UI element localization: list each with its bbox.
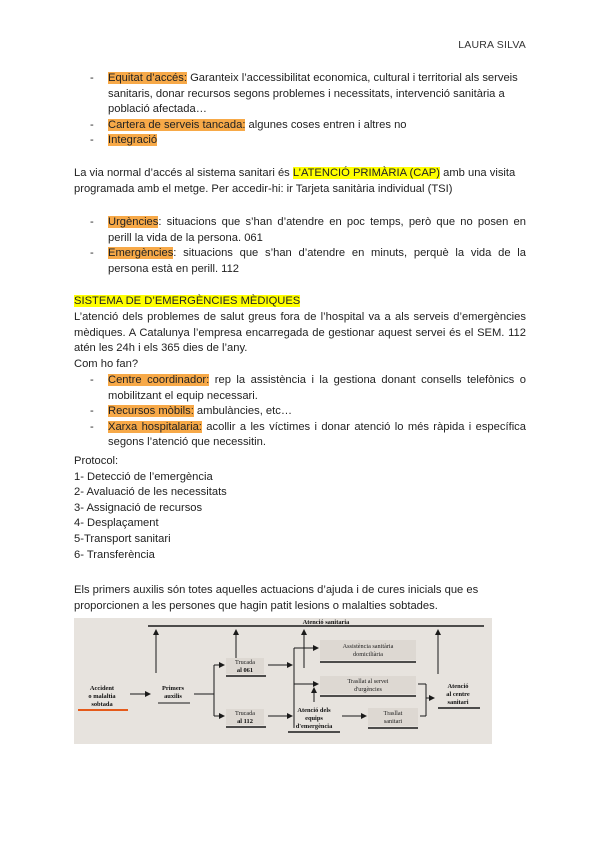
list-item: - Emergències: situacions que s’han d’atendre en minuts, perquè la vida de la persona està en perill. 112 [90,247,526,275]
first-aid-line: auxilis [164,693,182,700]
list-item: - Integració [90,134,158,147]
protocol-title: Protocol: [74,455,119,467]
access-text-after: amb una visita programada amb el metge. Per accedir-hi: ir Tarjeta sanitària individual (TSI) [74,167,516,195]
home-care-line: Assistència sanitària [342,643,394,650]
access-paragraph [74,166,526,197]
list-term: Recursos mòbils: [108,405,194,418]
hospital-care-line: al centre [446,691,470,698]
er-transfer-line: Trasllat al servei [347,678,389,685]
er-transfer-line: d'urgències [354,686,382,693]
list-text: acollir a les víctimes i donar atenció lo més ràpida i específica segons l’atenció que necessitin. [108,420,526,449]
section-heading: SISTEMA DE D’EMERGÈNCIES MÈDIQUES [74,295,301,307]
accident-line: Accident [89,685,115,692]
home-care-line: domiciliària [353,651,383,658]
protocol-step: 1- Detecció de l’emergència [74,470,213,483]
diagram-background [74,618,492,744]
top-label: Atenció sanitaria [302,619,350,626]
list-term: Xarxa hospitalaria: [108,420,202,433]
call-112-line: Trucada [234,710,256,717]
hospital-care-line: sanitari [447,699,469,706]
call-061-line: Trucada [234,659,256,666]
first-aid-paragraph: Els primers auxilis són totes aquelles actuacions d’ajuda i de cures inicials que es proporcionen a les persones que hagin patit lesions o malalties sobtades. [74,584,479,612]
accident-line: o malaltia [88,693,116,700]
accident-line: sobtada [91,701,113,708]
sem-question: Com ho fan? [74,358,139,370]
hospital-care-line: Atenció [447,683,469,690]
list-item: - Recursos mòbils: ambulàncies, etc… [90,405,293,418]
medical-transport-line: sanitari [383,718,403,725]
list-term: Cartera de serveis tancada: [108,118,246,131]
protocol-section [74,454,526,563]
primary-care-highlight: L’ATENCIÓ PRIMÀRIA (CAP) [292,167,440,179]
list-term: Equitat d’accés: [108,72,187,84]
emergency-team-line: Atenció dels [297,707,331,714]
access-text-before: La via normal d’accés al sistema sanitari és [74,167,293,179]
first-aid-line: Primers [162,685,184,692]
emergency-team-line: d'emergència [295,723,333,730]
protocol-step: 5-Transport sanitari [74,532,171,545]
list-term: Emergències [108,247,174,260]
emergency-flow-diagram [74,618,492,744]
medical-transport-line: Trasllat [383,710,403,717]
list-item: - Xarxa hospitalaria: acollir a les víctimes i donar atenció lo més ràpida i específica segons l’atenció que necessitin. [90,420,526,449]
sem-paragraph: L’atenció dels problemes de salut greus fora de l’hospital va a als serveis d’emergències mèdiques. A Catalunya l’empresa encarregada de gestionar aquest servei és el SEM. 112 atén les 24h i els 365 dies de l’any. [74,311,526,355]
list-text: : situacions que s’han d’atendre en minuts, perquè la vida de la persona està en perill. 112 [108,247,526,275]
protocol-step: 3- Assignació de recursos [74,501,203,514]
list-term: Integració [108,134,158,147]
list-item: - Cartera de serveis tancada: algunes coses entren i altres no [90,118,407,131]
protocol-step: 2- Avaluació de les necessitats [74,486,227,499]
protocol-step: 4- Desplaçament [74,517,159,530]
list-item: - Equitat d’accés: Garanteix l’accessibilitat economica, cultural i territorial als serveis sanitaris, donar recursos segons problemes i necessitats, intervenció sanitària a població afectada… [90,72,518,116]
list-text: algunes coses entren i altres no [245,118,407,131]
list-item: - Centre coordinador: rep la assistència i la gestiona donant consells telefònics o mobilitzant el equip necessari. [90,374,526,402]
urgency-list [74,215,526,277]
resources-list [74,373,526,451]
emergency-team-line: equips [305,715,323,722]
sem-section [74,294,526,310]
call-112-line: al 112 [237,718,253,725]
call-061-line: al 061 [236,667,254,674]
list-item: - Urgències: situacions que s’han d’atendre en poc temps, però que no posen en perill la vida de la persona. 061 [90,216,526,244]
principles-list [74,71,526,149]
author-header: LAURA SILVA [458,39,526,51]
list-text: rep la assistència i la gestiona donant consells telefònics o mobilitzant el equip necessari. [108,374,526,402]
list-text: Garanteix l’accessibilitat economica, cultural i territorial als serveis sanitaris, donar recursos segons problemes i necessitats, intervenció sanitària a població afectada… [108,72,518,116]
protocol-step: 6- Transferència [74,548,155,561]
list-term: Urgències [108,216,159,228]
list-term: Centre coordinador: [108,374,210,386]
list-text: ambulàncies, etc… [193,405,293,418]
list-text: : situacions que s’han d’atendre en poc temps, però que no posen en perill la vida de la persona. 061 [108,216,526,244]
